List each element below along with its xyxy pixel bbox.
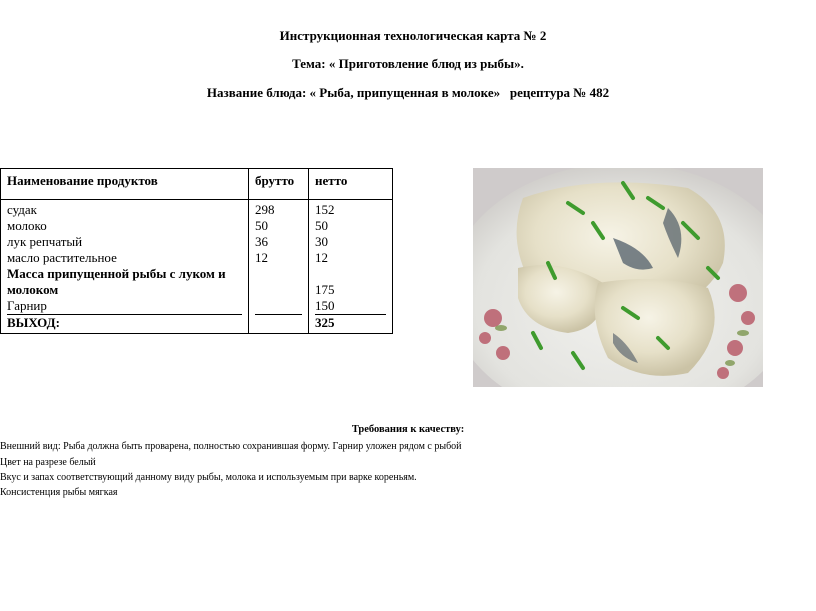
col-brutto-header: брутто (249, 169, 309, 200)
mass-label: Масса припущенной рыбы с луком и молоком (7, 266, 226, 297)
brutto-value: 36 (255, 234, 268, 249)
garnish-label: Гарнир (7, 298, 242, 315)
col-name-header: Наименование продуктов (1, 169, 249, 200)
requirements-title: Требования к качеству: (351, 424, 465, 435)
dish-name-line: Название блюда: « Рыба, припущенная в молоке» рецептура № 482 (206, 85, 610, 100)
requirement-appearance: Внешний вид: Рыба должна быть проварена, полностью сохранившая форму. Гарнир уложен рядом с рыбой (0, 441, 462, 452)
mass-netto-value: 175 (315, 282, 335, 297)
col-netto-header: нетто (309, 169, 393, 200)
ingredient-name: лук репчатый (7, 234, 83, 249)
requirement-taste: Вкус и запах соответствующий данному виду рыбы, молока и используемым при варке кореньям. (0, 472, 417, 483)
netto-value: 12 (315, 250, 328, 265)
recipe-table (0, 168, 393, 334)
table-body-row (1, 200, 393, 334)
dish-photo (473, 168, 763, 387)
netto-value: 152 (315, 202, 335, 217)
topic-line: Тема: « Приготовление блюд из рыбы». (292, 56, 524, 71)
netto-cell (309, 200, 393, 334)
brutto-cell (249, 200, 309, 334)
brutto-value: 50 (255, 218, 268, 233)
requirement-color: Цвет на разрезе белый (0, 457, 96, 468)
table-header-row (1, 169, 393, 200)
netto-value: 30 (315, 234, 328, 249)
brutto-value: 12 (255, 250, 268, 265)
requirement-texture: Консистенция рыбы мягкая (0, 487, 118, 498)
output-netto-value: 325 (315, 315, 335, 330)
brutto-value: 298 (255, 202, 275, 217)
garnish-netto-value: 150 (315, 298, 386, 315)
ingredient-name: молоко (7, 218, 47, 233)
card-title: Инструкционная технологическая карта № 2 (279, 28, 547, 43)
ingredient-name: масло растительное (7, 250, 117, 265)
output-label: ВЫХОД: (7, 315, 60, 330)
names-cell (1, 200, 249, 334)
netto-value: 50 (315, 218, 328, 233)
ingredient-name: судак (7, 202, 37, 217)
